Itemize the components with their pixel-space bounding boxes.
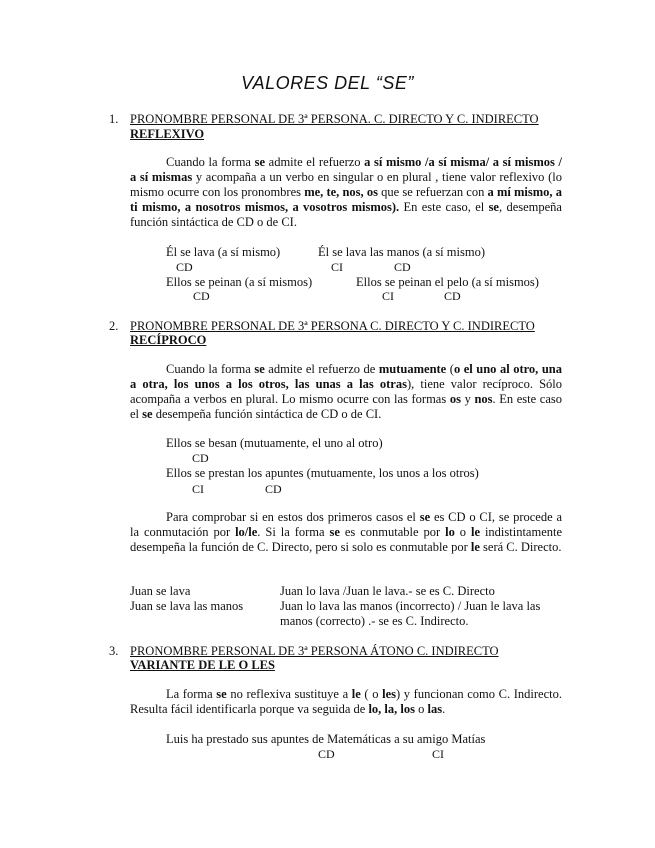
section-3-number: 3.: [109, 644, 119, 658]
table-cell: Juan se lava las manos: [130, 599, 244, 613]
section-3-subheading: VARIANTE DE LE O LES: [130, 658, 275, 672]
example-sentence: Ellos se prestan los apuntes (mutuamente, los unos a los otros): [166, 466, 479, 480]
section-1-number: 1.: [109, 112, 119, 126]
example-sentence: Él se lava (a sí mismo): [166, 245, 281, 259]
example-sentence: Ellos se peinan el pelo (a sí mismos): [356, 275, 539, 289]
section-2-number: 2.: [109, 319, 119, 333]
section-3-paragraph: La forma se no reflexiva sustituye a le ( o les) y funcionan como C. Indirecto. Resulta fácil identificarla porque va seguida de lo, la, los o las.: [130, 687, 562, 716]
grammar-label: CD: [318, 747, 335, 761]
section-3-heading: PRONOMBRE PERSONAL DE 3ª PERSONA ÁTONO C. INDIRECTO: [130, 644, 499, 658]
section-1-paragraph: Cuando la forma se admite el refuerzo a sí mismo /a sí misma/ a sí mismos / a sí mismas y acompaña a un verbo en singular o en plural , tiene valor reflexivo (lo mismo ocurre con los pronombres me, te, nos, os que se refuerzan con a mí mismo, a ti mismo, a nosotros mismos, a vosotros mismos). En este caso, el se, desempeña función sintáctica de CD o de CI.: [130, 155, 562, 229]
grammar-label: CD: [394, 260, 411, 274]
example-sentence: Ellos se besan (mutuamente, el uno al otro): [166, 436, 383, 450]
table-cell: manos (correcto) .- se es C. Indirecto.: [280, 614, 469, 628]
grammar-label: CD: [193, 289, 210, 303]
grammar-label: CI: [331, 260, 343, 274]
section-2-heading: PRONOMBRE PERSONAL DE 3ª PERSONA C. DIRECTO Y C. INDIRECTO: [130, 319, 535, 333]
table-cell: Juan lo lava /Juan le lava.- se es C. Directo: [280, 584, 495, 598]
section-1-subheading: REFLEXIVO: [130, 127, 205, 141]
table-cell: Juan se lava: [130, 584, 191, 598]
section-1-heading: PRONOMBRE PERSONAL DE 3ª PERSONA. C. DIRECTO Y C. INDIRECTO: [130, 112, 539, 126]
grammar-label: CD: [192, 451, 209, 465]
grammar-label: CI: [382, 289, 394, 303]
grammar-label: CI: [432, 747, 444, 761]
grammar-label: CD: [444, 289, 461, 303]
section-2-paragraph: Cuando la forma se admite el refuerzo de mutuamente (o el uno al otro, una a otra, los unos a los otros, las unas a las otras), tiene valor recíproco. Sólo acompaña a verbos en plural. Lo mismo ocurre con las formas os y nos. En este caso el se desempeña función sintáctica de CD o de CI.: [130, 362, 563, 421]
grammar-label: CI: [192, 482, 204, 496]
example-sentence: Ellos se peinan (a sí mismos): [166, 275, 313, 289]
grammar-label: CD: [176, 260, 193, 274]
section-2-subheading: RECÍPROCO: [130, 333, 207, 347]
example-sentence: Él se lava las manos (a sí mismo): [318, 245, 485, 259]
page-title: VALORES DEL “SE”: [241, 73, 414, 93]
section-2-paragraph-2: Para comprobar si en estos dos primeros casos el se es CD o CI, se procede a la conmutación por lo/le. Si la forma se es conmutable por lo o le indistintamente desempeña la función de C. Directo, pero si solo es conmutable por le será C. Directo.: [130, 510, 563, 554]
grammar-label: CD: [265, 482, 282, 496]
table-cell: Juan lo lava las manos (incorrecto) / Juan le lava las: [280, 599, 541, 613]
example-sentence: Luis ha prestado sus apuntes de Matemáticas a su amigo Matías: [166, 732, 486, 746]
